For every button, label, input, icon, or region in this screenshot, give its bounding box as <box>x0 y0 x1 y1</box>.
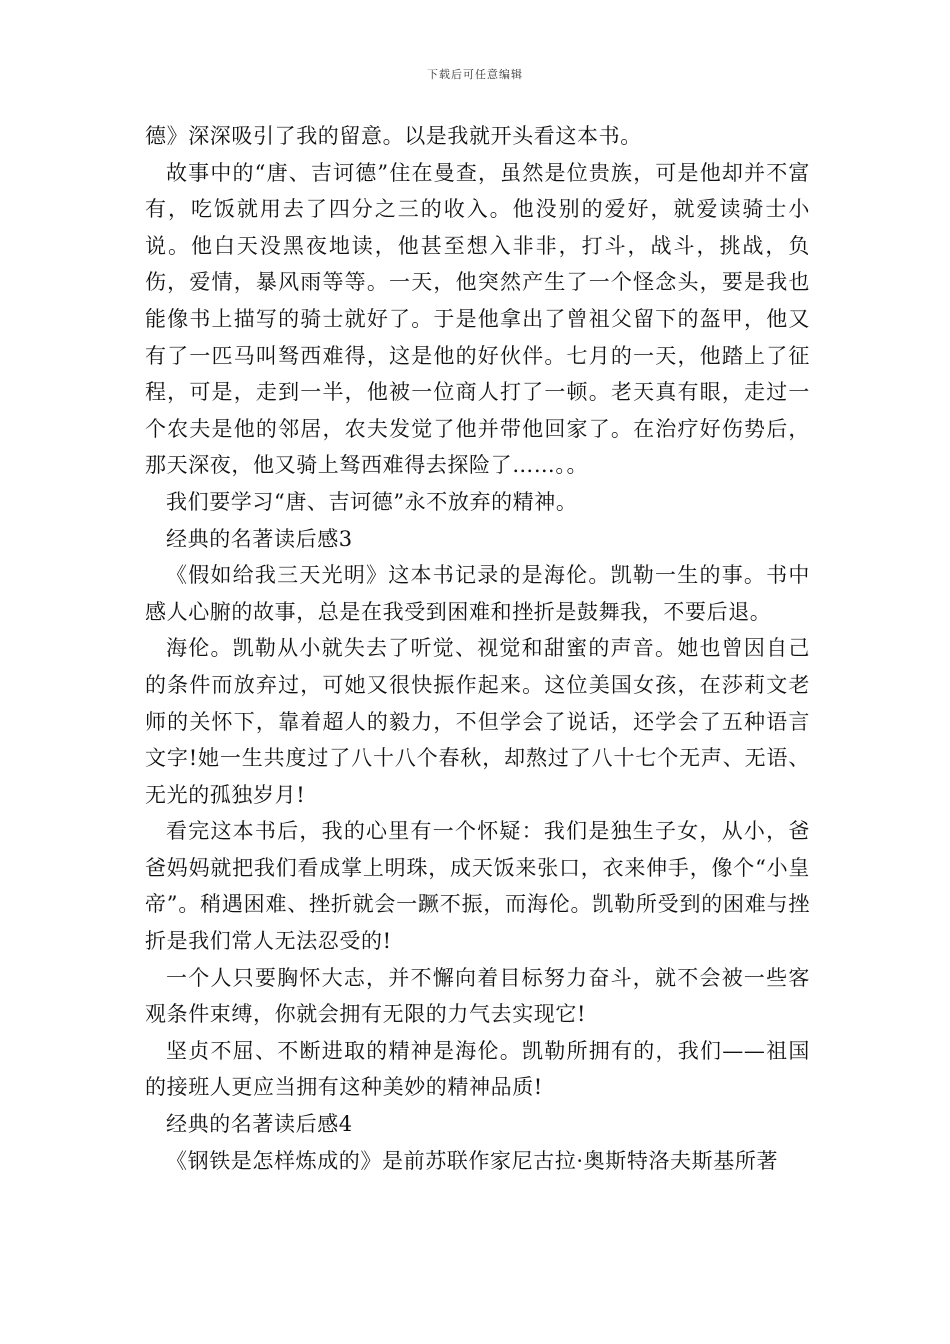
paragraph-continuation: 德》深深吸引了我的留意。以是我就开头看这本书。 <box>145 124 642 148</box>
paragraph-spirit: 坚贞不屈、不断进取的精神是海伦。凯勒所拥有的，我们——祖国的接班人更应当拥有这种美妙的精神品质! <box>145 1038 810 1100</box>
section-heading-4: 经典的名著读后感4 <box>166 1112 353 1137</box>
document-body <box>145 118 810 1179</box>
page-header: 下载后可任意编辑 <box>427 68 523 81</box>
paragraph-helen-life: 海伦。凯勒从小就失去了听觉、视觉和甜蜜的声音。她也曾因自己的条件而放弃过，可她又很快振作起来。这位美国女孩，在莎莉文老师的关怀下，靠着超人的毅力，不但学会了说话，还学会了五种语言文字!她一生共度过了八十八个春秋，却熬过了八十七个无声、无语、无光的孤独岁月! <box>145 636 810 807</box>
section-heading-3: 经典的名著读后感3 <box>166 526 353 551</box>
paragraph-intro-helen: 《假如给我三天光明》这本书记录的是海伦。凯勒一生的事。书中感人心腑的故事，总是在我受到困难和挫折是鼓舞我，不要后退。 <box>145 563 810 624</box>
paragraph-steel-intro: 《钢铁是怎样炼成的》是前苏联作家尼古拉·奥斯特洛夫斯基所著 <box>166 1148 779 1173</box>
paragraph-story: 故事中的“唐、吉诃德”住在曼查，虽然是位贵族，可是他却并不富有，吃饭就用去了四分之三的收入。他没别的爱好，就爱读骑士小说。他白天没黑夜地读，他甚至想入非非，打斗，战斗，挑战，负伤，爱情，暴风雨等等。一天，他突然产生了一个怪念头，要是我也能像书上描写的骑士就好了。于是他拿出了曾祖父留下的盔甲，他又有了一匹马叫驽西难得，这是他的好伙伴。七月的一天，他踏上了征程，可是，走到一半，他被一位商人打了一顿。老天真有眼，走过一个农夫是他的邻居，农夫发觉了他并带他回家了。在治疗好伤势后，那天深夜，他又骑上驽西难得去探险了……。。 <box>145 160 810 478</box>
paragraph-conclusion: 我们要学习“唐、吉诃德”永不放弃的精神。 <box>166 489 578 514</box>
paragraph-ambition: 一个人只要胸怀大志，并不懈向着目标努力奋斗，就不会被一些客观条件束缚，你就会拥有无限的力气去实现它! <box>145 965 810 1027</box>
paragraph-reflection: 看完这本书后，我的心里有一个怀疑：我们是独生子女，从小，爸爸妈妈就把我们看成掌上明珠，成天饭来张口，衣来伸手，像个“小皇帝”。稍遇困难、挫折就会一蹶不振，而海伦。凯勒所受到的困难与挫折是我们常人无法忍受的! <box>145 819 810 954</box>
